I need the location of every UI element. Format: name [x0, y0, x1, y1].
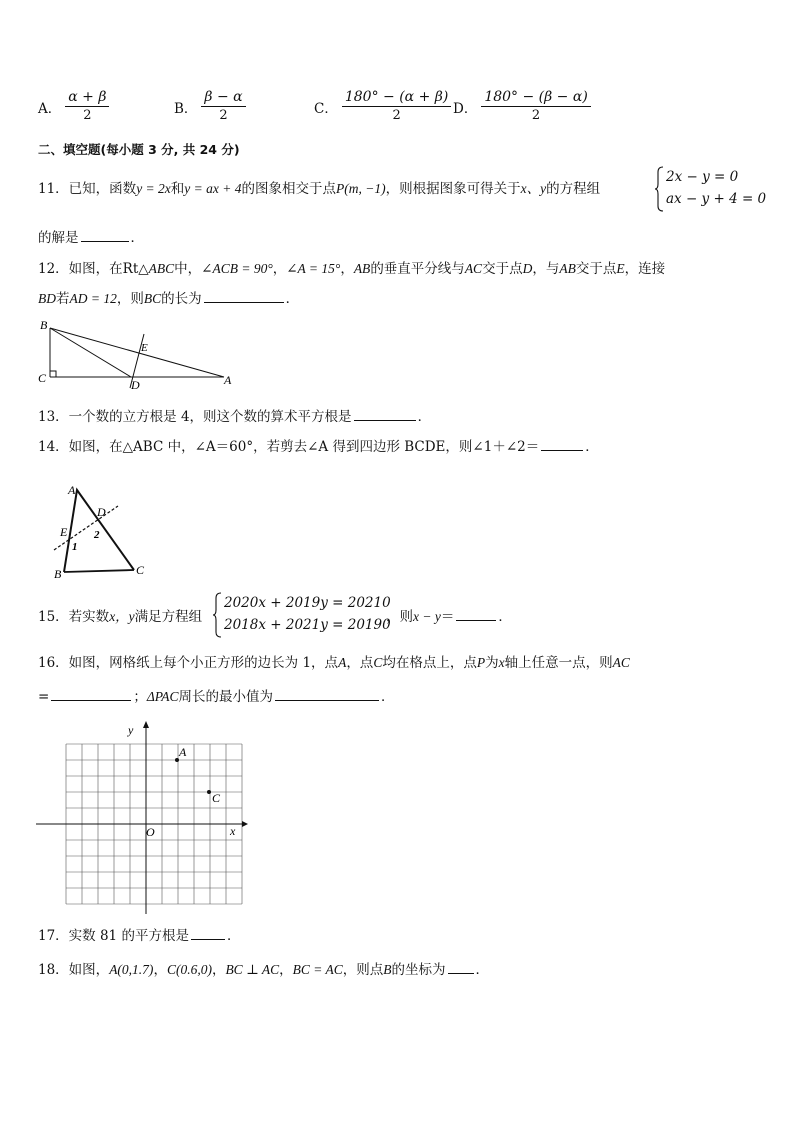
q11-point-p: P(m, −1) [336, 181, 386, 196]
q18-answer-blank[interactable] [448, 961, 474, 974]
q18-text-4: ， [279, 962, 293, 978]
q14-label-d: D [97, 505, 106, 519]
q14-answer-blank[interactable] [541, 438, 583, 451]
q15-equation-1: 2020x + 2019y = 20210 [224, 595, 391, 611]
q11-text-5: 的方程组 [546, 181, 601, 197]
q15-equation-2: 2018x + 2021y = 20190 [224, 617, 391, 633]
q15-text-3: ，则 [386, 609, 413, 625]
q14-label-e: E [60, 525, 68, 539]
q16-answer-blank-2[interactable] [275, 688, 379, 701]
q12-segment-bc: BC [143, 291, 162, 306]
q17-answer-blank[interactable] [191, 927, 225, 940]
q12-right-angle-mark [50, 371, 56, 377]
q16-text-7: 周长的最小值为 [178, 689, 273, 705]
q12-label-b: B [40, 318, 48, 332]
q16-text-4: 为 [485, 655, 499, 671]
q11-text-6: 的解是 [38, 230, 79, 246]
q12-triangle-abc: ABC [148, 261, 175, 276]
q16-point-p: P [476, 655, 486, 670]
q11-text-3: 的图象相交于点 [241, 181, 336, 197]
q14-angle-1: 1 [72, 541, 78, 553]
q11-answer-blank[interactable] [81, 229, 129, 242]
q12-text-1: 12．如图，在Rt△ [38, 261, 149, 277]
q15-variables: x，y [109, 609, 135, 624]
q16-segment-ac: AC [612, 655, 630, 670]
question-16-continued [38, 688, 395, 706]
q12-point-e: E [616, 261, 625, 276]
option-c-denominator: 2 [392, 108, 401, 123]
q12-text-3: ， [340, 261, 354, 277]
option-d-denominator: 2 [531, 108, 541, 123]
q16-answer-blank-1[interactable] [51, 688, 131, 701]
q16-label-a: A [179, 745, 187, 759]
q15-brace-icon [212, 592, 222, 638]
option-b [174, 88, 250, 125]
q18-point-c: C(0.6,0) [166, 962, 212, 977]
q15-text-4: ＝ [440, 609, 455, 625]
q12-segment-ac: AC [464, 261, 483, 276]
q11-text-1: 11．已知，函数 [38, 181, 137, 197]
q12-segment-ab-2: AB [559, 261, 576, 276]
q18-point-a: A(0,1.7) [109, 962, 154, 977]
q11-text-2: 和 [170, 181, 185, 197]
q12-angle-acb: ∠ACB = 90° [201, 261, 273, 276]
q18-text-6: 的坐标为 [391, 962, 446, 978]
q16-point-c-dot [207, 790, 211, 794]
question-18 [38, 961, 489, 979]
section-title-fill-in: 二、填空题(每小题 3 分, 共 24 分) [38, 142, 240, 157]
q12-text-5: 交于点 [482, 261, 523, 277]
option-a [38, 88, 113, 125]
q14-text: 14．如图，在△ABC 中，∠A＝60°，若剪去∠A 得到四边形 BCDE，则∠1＋∠2＝ [38, 439, 540, 455]
option-a-label: A． [38, 100, 62, 117]
q11-text-4: ，则根据图象可得关于 [385, 181, 521, 197]
q11-end: ． [130, 230, 144, 246]
option-b-denominator: 2 [219, 108, 228, 123]
question-16 [38, 654, 630, 672]
q18-text-3: ， [211, 962, 226, 978]
q11-function-1: y = 2x [136, 181, 171, 196]
option-d-fraction [481, 88, 590, 125]
q17-end: ． [226, 928, 241, 944]
q18-equal-sides: BC = AC [292, 962, 343, 977]
q12-angle-a: ∠A = 15° [286, 261, 341, 276]
q12-label-a: A [224, 373, 232, 387]
question-12-continued [38, 290, 299, 308]
q16-y-axis-arrow-icon [143, 721, 149, 728]
q14-label-a: A [68, 483, 76, 497]
q13-answer-blank[interactable] [354, 408, 416, 421]
option-a-fraction [65, 88, 109, 125]
q18-text-1: 18．如图， [38, 962, 110, 978]
q16-end: ． [381, 689, 395, 705]
q12-text-2: 中， [174, 261, 202, 277]
question-14 [38, 438, 599, 456]
q12-text-10: ，则 [116, 291, 144, 307]
q14-label-c: C [136, 563, 145, 577]
q15-text-2: 满足方程组 [134, 609, 203, 625]
q18-text-2: ， [153, 962, 167, 978]
q12-end: ． [285, 291, 300, 307]
q12-ad-value: AD = 12 [69, 291, 117, 306]
q13-end: ． [417, 409, 432, 425]
q11-brace-icon [654, 166, 664, 212]
q12-sep: ， [272, 261, 287, 277]
option-a-denominator: 2 [83, 108, 92, 123]
q15-expression: x − y [413, 609, 441, 624]
q18-point-b: B [383, 962, 392, 977]
q16-text-3: 均在格点上，点 [382, 655, 477, 671]
question-12 [38, 260, 665, 278]
q15-answer-blank[interactable] [456, 608, 496, 621]
q16-label-x: x [230, 824, 236, 838]
q12-triangle-figure [34, 318, 244, 390]
question-11-continued [38, 229, 144, 247]
option-b-numerator: β − α [201, 88, 245, 107]
q16-grid-figure [36, 720, 250, 916]
option-d-numerator: 180° − (β − α) [481, 88, 590, 107]
q14-label-b: B [54, 567, 62, 580]
q16-point-a: A [338, 655, 347, 670]
question-11 [38, 180, 600, 198]
q12-label-e: E [141, 342, 148, 354]
q14-end: ． [585, 439, 599, 455]
option-a-numerator: α + β [65, 88, 109, 107]
option-d [453, 88, 595, 125]
q16-point-c: C [373, 655, 383, 670]
q18-text-5: ，则点 [342, 962, 384, 978]
q16-label-y: y [128, 723, 134, 737]
option-b-label: B． [174, 100, 198, 117]
question-13 [38, 408, 431, 426]
q18-end: ． [475, 962, 490, 978]
q12-text-6: ，与 [532, 261, 560, 277]
q15-end: ． [498, 609, 512, 625]
q16-text-6: ； [133, 689, 147, 705]
q18-perpendicular: BC ⊥ AC [225, 962, 280, 977]
option-b-fraction [201, 88, 245, 125]
q14-triangle-figure [42, 478, 172, 580]
q12-text-8: ，连接 [624, 261, 666, 277]
option-c [314, 88, 455, 125]
q11-function-2: y = ax + 4 [184, 181, 242, 196]
question-15 [38, 608, 202, 626]
q14-angle-2: 2 [94, 529, 100, 541]
q15-text-1: 15．若实数 [38, 609, 110, 625]
q12-text-7: 交于点 [575, 261, 617, 277]
q12-side-ba [50, 328, 224, 377]
q16-x-axis-arrow-icon [242, 821, 248, 827]
option-c-fraction [342, 88, 451, 125]
q12-label-d: D [131, 378, 140, 390]
q16-text-2: ，点 [346, 655, 374, 671]
q16-axis-x: x [498, 655, 505, 670]
q16-label-c: C [212, 791, 221, 805]
q16-equals: = [38, 689, 50, 705]
q16-triangle-pac: ΔPAC [146, 689, 179, 704]
option-c-numerator: 180° − (α + β) [342, 88, 451, 107]
q14-side-bc [64, 570, 134, 572]
q11-equation-2: ax − y + 4 = 0 [666, 191, 767, 207]
q12-segment-ab: AB [353, 261, 371, 276]
q11-equation-1: 2x − y = 0 [666, 169, 739, 185]
q12-segment-bd: BD [38, 291, 56, 306]
q13-text: 13．一个数的立方根是 4，则这个数的算术平方根是 [38, 409, 352, 425]
option-d-label: D． [453, 100, 478, 117]
q16-text-5: 轴上任意一点，则 [504, 655, 613, 671]
q12-label-c: C [38, 371, 47, 385]
q16-text-1: 16．如图，网格纸上每个小正方形的边长为 1，点 [38, 655, 339, 671]
q12-answer-blank[interactable] [204, 290, 284, 303]
option-c-label: C． [314, 100, 338, 117]
q11-variables: x、y [520, 181, 547, 196]
q12-text-4: 的垂直平分线与 [370, 261, 465, 277]
q17-text: 17．实数 81 的平方根是 [38, 928, 189, 944]
q16-label-o: O [146, 825, 155, 839]
q12-text-9: 若 [56, 291, 70, 307]
q12-segment-bd-line [50, 328, 131, 377]
question-15-tail [386, 608, 512, 626]
q12-text-11: 的长为 [161, 291, 202, 307]
question-17 [38, 927, 240, 945]
q12-point-d: D [522, 261, 533, 276]
